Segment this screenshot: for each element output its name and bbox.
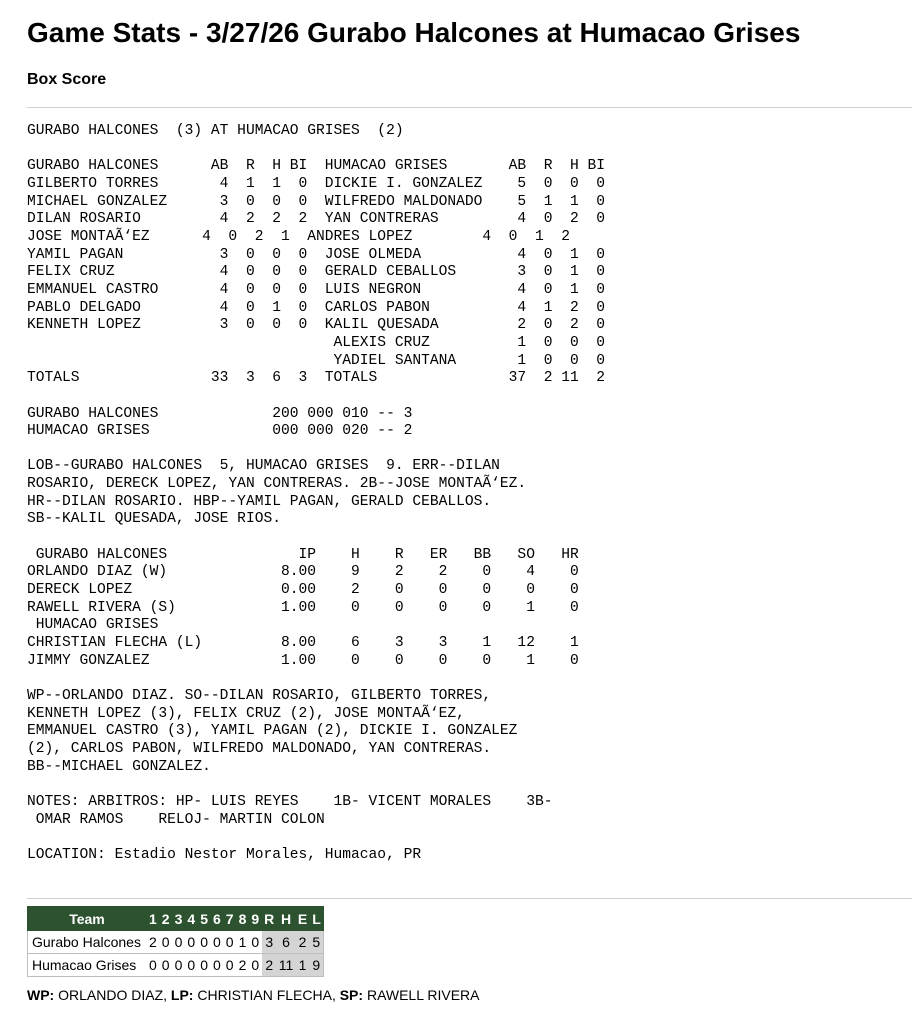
box-score-line: PABLO DELGADO 4 0 1 0 CARLOS PABON 4 1 2 0 (27, 299, 606, 316)
box-score-line: HR--DILAN ROSARIO. HBP--YAMIL PAGAN, GERALD CEBALLOS. (27, 493, 492, 510)
linescore-header-cell: 9 (249, 907, 262, 931)
linescore-inning-cell: 0 (249, 954, 262, 977)
linescore-total-cell: 6 (277, 931, 296, 954)
linescore-header-cell: 3 (172, 907, 185, 931)
box-score-line: HUMACAO GRISES 000 000 020 -- 2 (27, 423, 413, 440)
linescore-total-cell: 2 (295, 931, 309, 954)
divider (27, 898, 912, 899)
box-score-line: KENNETH LOPEZ 3 0 0 0 KALIL QUESADA 2 0 2 0 (27, 317, 606, 334)
box-score-line: FELIX CRUZ 4 0 0 0 GERALD CEBALLOS 3 0 1 0 (27, 264, 606, 281)
box-score-line: OMAR RAMOS RELOJ- MARTIN COLON (27, 811, 325, 828)
linescore-header-cell: R (262, 907, 277, 931)
box-score-line: JOSE MONTAÃ‘EZ 4 0 2 1 ANDRES LOPEZ 4 0 1 2 (27, 228, 570, 245)
linescore-team-name: Gurabo Halcones (28, 931, 147, 954)
wp-label: WP: (27, 987, 55, 1003)
page-title: Game Stats - 3/27/26 Gurabo Halcones at Humacao Grises (27, 17, 801, 48)
linescore-team-name: Humacao Grises (28, 954, 147, 977)
linescore-total-cell: 1 (295, 954, 309, 977)
linescore-inning-cell: 0 (198, 931, 211, 954)
linescore-total-cell: 9 (310, 954, 324, 977)
box-score-line: LOB--GURABO HALCONES 5, HUMACAO GRISES 9. ERR--DILAN (27, 458, 500, 475)
linescore-header-row (28, 907, 324, 931)
linescore-header-cell: 7 (223, 907, 236, 931)
linescore-header-cell: L (310, 907, 324, 931)
linescore-inning-cell: 0 (223, 931, 236, 954)
linescore-header-cell: 4 (185, 907, 198, 931)
box-score-line: ALEXIS CRUZ 1 0 0 0 (27, 334, 606, 351)
linescore-total-cell: 11 (277, 954, 296, 977)
section-heading: Box Score (27, 71, 107, 88)
linescore-header-cell: 5 (198, 907, 211, 931)
linescore-header-cell: 8 (236, 907, 249, 931)
box-score-line: GILBERTO TORRES 4 1 1 0 DICKIE I. GONZALEZ 5 0 0 0 (27, 175, 606, 192)
divider (27, 107, 912, 108)
box-score-line: CHRISTIAN FLECHA (L) 8.00 6 3 3 1 12 1 (27, 635, 579, 652)
box-score-line: JIMMY GONZALEZ 1.00 0 0 0 0 1 0 (27, 652, 579, 669)
linescore-header-cell: H (277, 907, 296, 931)
linescore-row (28, 931, 324, 954)
save-pitcher: RAWELL RIVERA (366, 987, 480, 1003)
box-score-line: GURABO HALCONES (3) AT HUMACAO GRISES (2) (27, 123, 404, 139)
winning-pitcher: ORLANDO DIAZ (58, 987, 164, 1003)
linescore-inning-cell: 0 (249, 931, 262, 954)
box-score-line: KENNETH LOPEZ (3), FELIX CRUZ (2), JOSE MONTAÃ‘EZ, (27, 705, 465, 722)
linescore-inning-cell: 0 (210, 931, 223, 954)
box-score-line: RAWELL RIVERA (S) 1.00 0 0 0 0 1 0 (27, 599, 579, 616)
box-score-line: GURABO HALCONES 200 000 010 -- 3 (27, 405, 413, 422)
linescore-row (28, 954, 324, 977)
box-score-line: WP--ORLANDO DIAZ. SO--DILAN ROSARIO, GILBERTO TORRES, (27, 688, 492, 704)
linescore-inning-cell: 0 (198, 954, 211, 977)
box-score-line: MICHAEL GONZALEZ 3 0 0 0 WILFREDO MALDONADO 5 1 1 0 (27, 193, 606, 210)
box-score-line: EMMANUEL CASTRO (3), YAMIL PAGAN (2), DICKIE I. GONZALEZ (27, 723, 518, 740)
box-score-line: YADIEL SANTANA 1 0 0 0 (27, 352, 606, 369)
box-score-line: ROSARIO, DERECK LOPEZ, YAN CONTRERAS. 2B--JOSE MONTAÃ‘EZ. (27, 476, 527, 493)
linescore-header-cell: 6 (210, 907, 223, 931)
linescore-inning-cell: 0 (223, 954, 236, 977)
box-score-line: TOTALS 33 3 6 3 TOTALS 37 2 11 2 (27, 370, 606, 387)
box-score-line: GURABO HALCONES AB R H BI HUMACAO GRISES AB R H BI (27, 158, 606, 175)
linescore-inning-cell: 0 (185, 954, 198, 977)
linescore-inning-cell: 0 (172, 954, 185, 977)
linescore-inning-cell: 0 (159, 931, 172, 954)
linescore-inning-cell: 0 (210, 954, 223, 977)
linescore-inning-cell: 2 (236, 954, 249, 977)
linescore-header-cell: 2 (159, 907, 172, 931)
linescore-table (27, 906, 324, 977)
box-score-line: HUMACAO GRISES (27, 617, 159, 634)
box-score-line: SB--KALIL QUESADA, JOSE RIOS. (27, 511, 281, 528)
sp-label: SP: (339, 987, 364, 1003)
linescore-header-cell: E (295, 907, 309, 931)
linescore-header-team: Team (28, 907, 147, 931)
linescore-total-cell: 3 (262, 931, 277, 954)
linescore-total-cell: 5 (310, 931, 324, 954)
linescore-inning-cell: 0 (172, 931, 185, 954)
linescore-header-cell: 1 (147, 907, 160, 931)
box-score-line: DERECK LOPEZ 0.00 2 0 0 0 0 0 (27, 582, 579, 599)
box-score-line: YAMIL PAGAN 3 0 0 0 JOSE OLMEDA 4 0 1 0 (27, 246, 606, 263)
box-score-line: EMMANUEL CASTRO 4 0 0 0 LUIS NEGRON 4 0 1 0 (27, 281, 606, 298)
lp-label: LP: (170, 987, 194, 1003)
box-score-line: (2), CARLOS PABON, WILFREDO MALDONADO, YAN CONTRERAS. (27, 740, 492, 757)
linescore-inning-cell: 0 (185, 931, 198, 954)
linescore-inning-cell: 0 (159, 954, 172, 977)
box-score-text (27, 123, 605, 865)
box-score-line: NOTES: ARBITROS: HP- LUIS REYES 1B- VICENT MORALES 3B- (27, 793, 553, 810)
box-score-line: LOCATION: Estadio Nestor Morales, Humacao, PR (27, 846, 422, 863)
box-score-line: BB--MICHAEL GONZALEZ. (27, 758, 211, 775)
linescore-inning-cell: 1 (236, 931, 249, 954)
losing-pitcher: CHRISTIAN FLECHA (197, 987, 332, 1003)
box-score-line: ORLANDO DIAZ (W) 8.00 9 2 2 0 4 0 (27, 564, 579, 581)
box-score-line: DILAN ROSARIO 4 2 2 2 YAN CONTRERAS 4 0 2 0 (27, 211, 606, 228)
pitchers-of-record: WP: ORLANDO DIAZ, LP: CHRISTIAN FLECHA, SP: RAWELL RIVERA (27, 987, 480, 1003)
linescore-total-cell: 2 (262, 954, 277, 977)
linescore-inning-cell: 2 (147, 931, 160, 954)
box-score-line: GURABO HALCONES IP H R ER BB SO HR (27, 546, 579, 563)
linescore-inning-cell: 0 (147, 954, 160, 977)
